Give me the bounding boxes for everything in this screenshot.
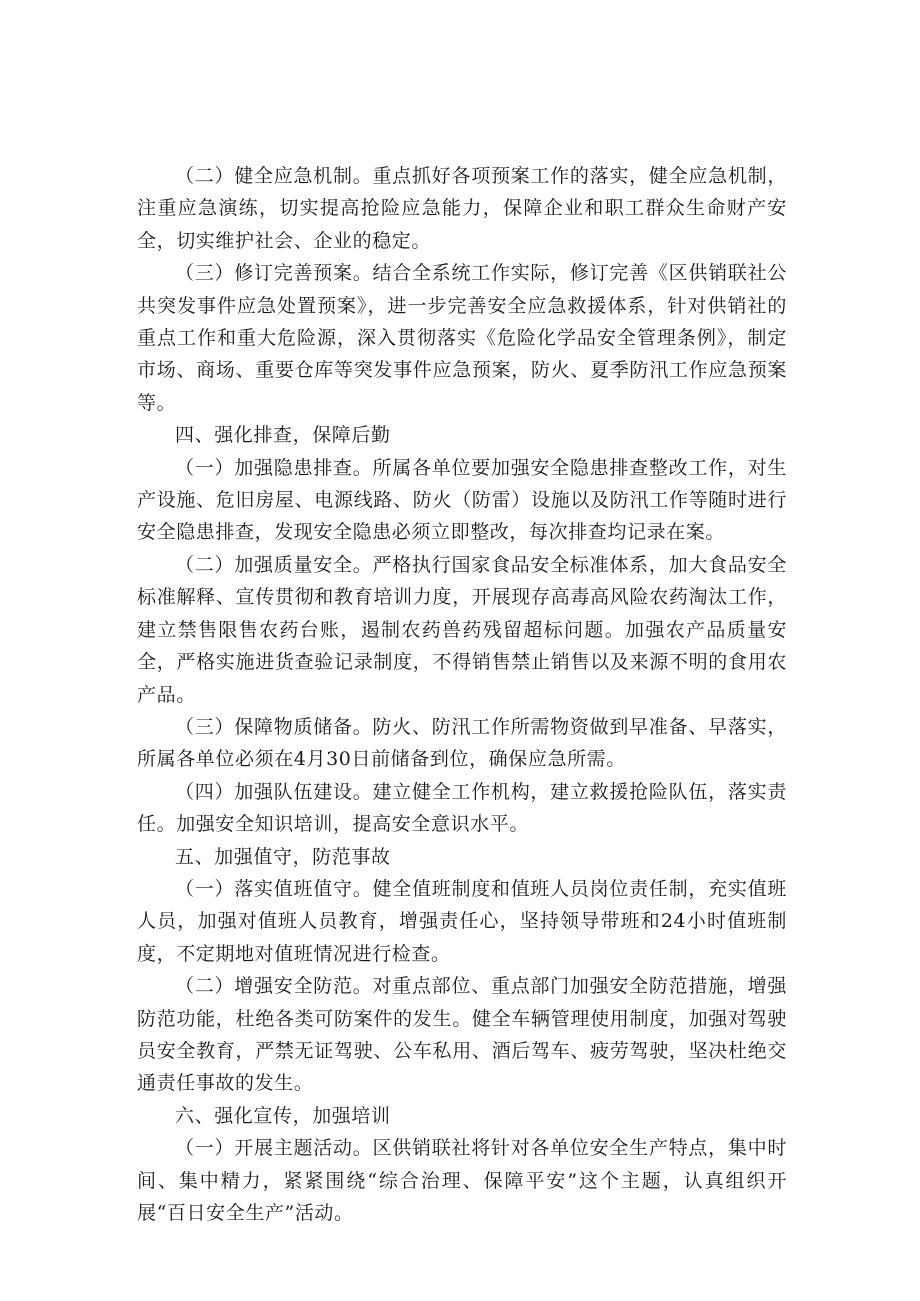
paragraph-team-building: （四）加强队伍建设。建立健全工作机构，建立救援抢险队伍，落实责任。加强安全知识培训，提高安全意识水平。 [137,780,787,836]
document-body [137,160,787,1229]
section-heading-4: 四、强化排查，保障后勤 [175,424,391,447]
section-heading-5: 五、加强值守，防范事故 [175,845,391,868]
paragraph-theme-activity: （一）开展主题活动。区供销联社将针对各单位安全生产特点，集中时间、集中精力，紧紧围绕“综合治理、保障平安”这个主题，认真组织开展“百日安全生产”活动。 [137,1137,787,1224]
section-heading-6: 六、强化宣传，加强培训 [175,1104,391,1127]
paragraph-duty-watch: （一）落实值班值守。健全值班制度和值班人员岗位责任制，充实值班人员，加强对值班人员教育，增强责任心，坚持领导带班和24小时值班制度，不定期地对值班情况进行检查。 [137,877,787,965]
paragraph-emergency-mechanism: （二）健全应急机制。重点抓好各项预案工作的落实，健全应急机制，注重应急演练，切实提高抢险应急能力，保障企业和职工群众生命财产安全，切实维护社会、企业的稳定。 [137,165,787,252]
paragraph-quality-safety: （二）加强质量安全。严格执行国家食品安全标准体系，加大食品安全标准解释、宣传贯彻和教育培训力度，开展现存高毒高风险农药淘汰工作，建立禁售限售农药台账，遏制农药兽药残留超标问题。加强农产品质量安全，严格实施进货查验记录制度，不得销售禁止销售以及来源不明的食用农产品。 [137,553,787,706]
paragraph-material-reserve: （三）保障物质储备。防火、防汛工作所需物资做到早准备、早落实，所属各单位必须在4月30日前储备到位，确保应急所需。 [137,715,787,771]
paragraph-revise-plans: （三）修订完善预案。结合全系统工作实际，修订完善《区供销联社公共突发事件应急处置预案》，进一步完善安全应急救援体系，针对供销社的重点工作和重大危险源，深入贯彻落实《危险化学品安全管理条例》，制定市场、商场、重要仓库等突发事件应急预案，防火、夏季防汛工作应急预案等。 [137,262,787,414]
paragraph-hazard-inspection: （一）加强隐患排查。所属各单位要加强安全隐患排查整改工作，对生产设施、危旧房屋、电源线路、防火（防雷）设施以及防汛工作等随时进行安全隐患排查，发现安全隐患必须立即整改，每次排查均记录在案。 [137,456,787,544]
paragraph-safety-prevention: （二）增强安全防范。对重点部位、重点部门加强安全防范措施，增强防范功能，杜绝各类可防案件的发生。健全车辆管理使用制度，加强对驾驶员安全教育，严禁无证驾驶、公车私用、酒后驾车、疲劳驾驶，坚决杜绝交通责任事故的发生。 [137,975,787,1095]
